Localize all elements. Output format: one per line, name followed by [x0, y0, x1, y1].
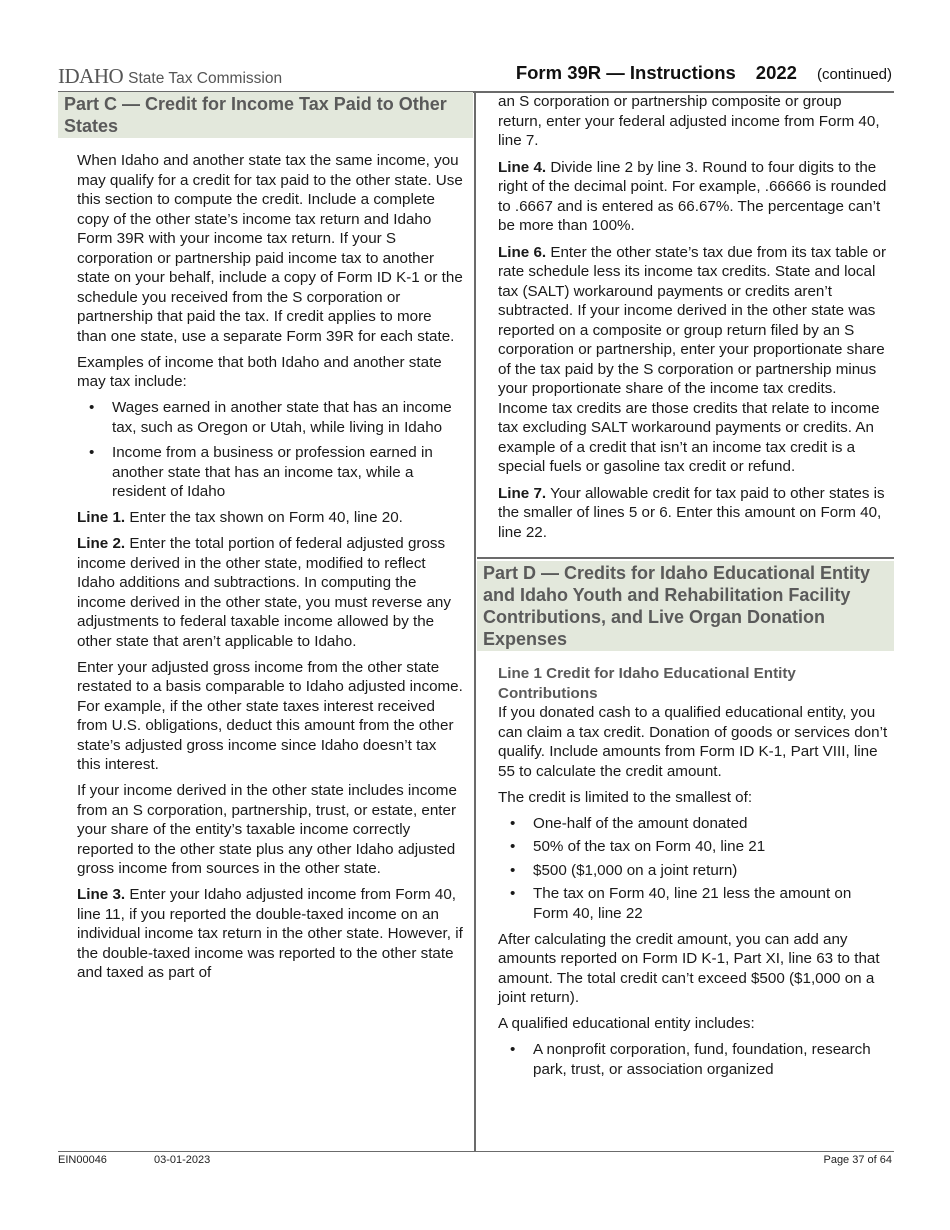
part-c-heading: Part C — Credit for Income Tax Paid to Other States	[58, 92, 473, 138]
line-7-instruction	[498, 484, 888, 543]
examples-intro: Examples of income that both Idaho and another state may tax include:	[77, 353, 442, 390]
line-3-continued: an S corporation or partnership composite or group return, enter your federal adjusted income from Form 40, line 7.	[498, 93, 880, 149]
page-header	[58, 60, 892, 90]
list-item: • A nonprofit corporation, fund, foundation, research park, trust, or association organized	[498, 1040, 888, 1079]
left-column	[58, 92, 473, 989]
revision-date: 03-01-2023	[154, 1154, 211, 1166]
line-4-instruction	[498, 158, 888, 236]
line-2-paragraph: Enter your adjusted gross income from the other state restated to a basis comparable to Idaho adjusted income. For example, if the other state taxes interest received from U.S. obligations, deduct this amount from the other state’s adjusted gross income since Idaho doesn’t tax this interest.	[77, 658, 463, 773]
line-1-instruction	[77, 508, 463, 528]
entities-list	[498, 1040, 888, 1079]
entity-intro: A qualified educational entity includes:	[498, 1015, 755, 1032]
line-text: Divide line 2 by line 3. Round to four digits to the right of the decimal point. For example, .66666 is rounded to .6667 and is entered as 66.67%. The percentage can’t be more than 100%.	[498, 158, 887, 234]
examples-list	[77, 398, 463, 502]
column-divider	[474, 92, 476, 1151]
line-text: Your allowable credit for tax paid to other states is the smaller of lines 5 or 6. Enter this amount on Form 40, line 22.	[498, 484, 885, 541]
document-code: EIN00046	[58, 1154, 107, 1166]
line-label: Line 2.	[77, 535, 126, 552]
line-text: Enter the other state’s tax due from its tax table or rate schedule less its income tax credits. State and local tax (SALT) workaround payments or credits aren’t subtracted. If your income derived in the other state was reported on a composite or group return filed by an S corporation or partnership, enter your proportionate share of the tax paid by the S corporation or partnership minus your proportionate share of the income tax credits. Income tax credits are those credits that relate to income tax excluding SALT workaround payments or credits. An example of a credit that isn’t an income tax credit is a special fuels or gasoline tax credit or refund.	[498, 243, 887, 475]
line-label: Line 1.	[77, 509, 126, 526]
logo-subtitle: State Tax Commission	[128, 70, 283, 87]
logo-wordmark: IDAHO	[58, 64, 124, 88]
line-2-paragraph: If your income derived in the other state includes income from an S corporation, partnership, trust, or estate, enter your share of the entity’s taxable income correctly reported to the other state plus any other Idaho adjusted gross income from sources in the other state.	[77, 782, 457, 877]
page-number: Page 37 of 64	[823, 1154, 892, 1166]
line-label: Line 3.	[77, 886, 126, 903]
continued-label: (continued)	[816, 66, 892, 83]
part-c-intro: When Idaho and another state tax the same income, you may qualify for a credit for tax paid to the other state. Use this section to compute the credit. Include a complete copy of the other state’s income tax return and Idaho Form 39R with your income tax return. If your S corporation or partnership paid income tax to another state on your behalf, include a copy of Form ID K-1 or the schedule you received from the S corporation or partnership that paid the tax. If credit applies to more than one state, use a separate Form 39R for each state.	[77, 152, 463, 345]
list-item: • The tax on Form 40, line 21 less the amount on Form 40, line 22	[498, 884, 888, 923]
list-item: • $500 ($1,000 on a joint return)	[498, 861, 888, 881]
list-item: • Wages earned in another state that has an income tax, such as Oregon or Utah, while living in Idaho	[77, 398, 463, 437]
after-calculation: After calculating the credit amount, you can add any amounts reported on Form ID K-1, Part XI, line 63 to that amount. The total credit can’t exceed $500 ($1,000 on a joint return).	[498, 930, 880, 1006]
part-d-heading: Part D — Credits for Idaho Educational Entity and Idaho Youth and Rehabilitation Facility Contributions, and Live Organ Donation Expenses	[477, 561, 894, 651]
list-item: • One-half of the amount donated	[498, 814, 888, 834]
footer-rule	[58, 1151, 894, 1152]
line-text: Enter your Idaho adjusted income from Form 40, line 11, if you reported the double-taxed income on an individual income tax return in the other state. However, if the double-taxed income was reported to the other state and taxed as part of	[77, 886, 463, 981]
limits-intro: The credit is limited to the smallest of:	[498, 788, 753, 806]
limits-list	[498, 814, 888, 924]
right-column	[477, 92, 894, 1086]
line-6-instruction	[498, 243, 888, 477]
line-text: Enter the total portion of federal adjusted gross income derived in the other state, modified to reflect Idaho additions and subtractions. In computing the income derived in the other state, you must reverse any adjustments to federal taxable income allowed by the other state that aren’t applicable to Idaho.	[77, 535, 451, 650]
line-3-instruction	[77, 885, 463, 983]
line-label: Line 7.	[498, 484, 547, 502]
list-item: • Income from a business or profession earned in another state that has an income tax, while a resident of Idaho	[77, 443, 463, 502]
form-title	[516, 62, 892, 84]
line-label: Line 6.	[498, 243, 547, 261]
line-label: Line 4.	[498, 158, 547, 176]
educational-credit-intro: If you donated cash to a qualified educational entity, you can claim a tax credit. Donation of goods or services don’t qualify. Include amounts from Form ID K-1, Part VIII, line 55 to calculate the credit amount.	[498, 704, 888, 780]
line-2-instruction	[77, 534, 463, 651]
line-text: Enter the tax shown on Form 40, line 20.	[129, 509, 403, 526]
idaho-logo	[58, 64, 282, 89]
list-item: • 50% of the tax on Form 40, line 21	[498, 837, 888, 857]
tax-year: 2022	[755, 62, 797, 83]
line-1-subheading: Line 1 Credit for Idaho Educational Entity Contributions	[498, 665, 796, 702]
form-name: Form 39R — Instructions	[515, 62, 736, 83]
